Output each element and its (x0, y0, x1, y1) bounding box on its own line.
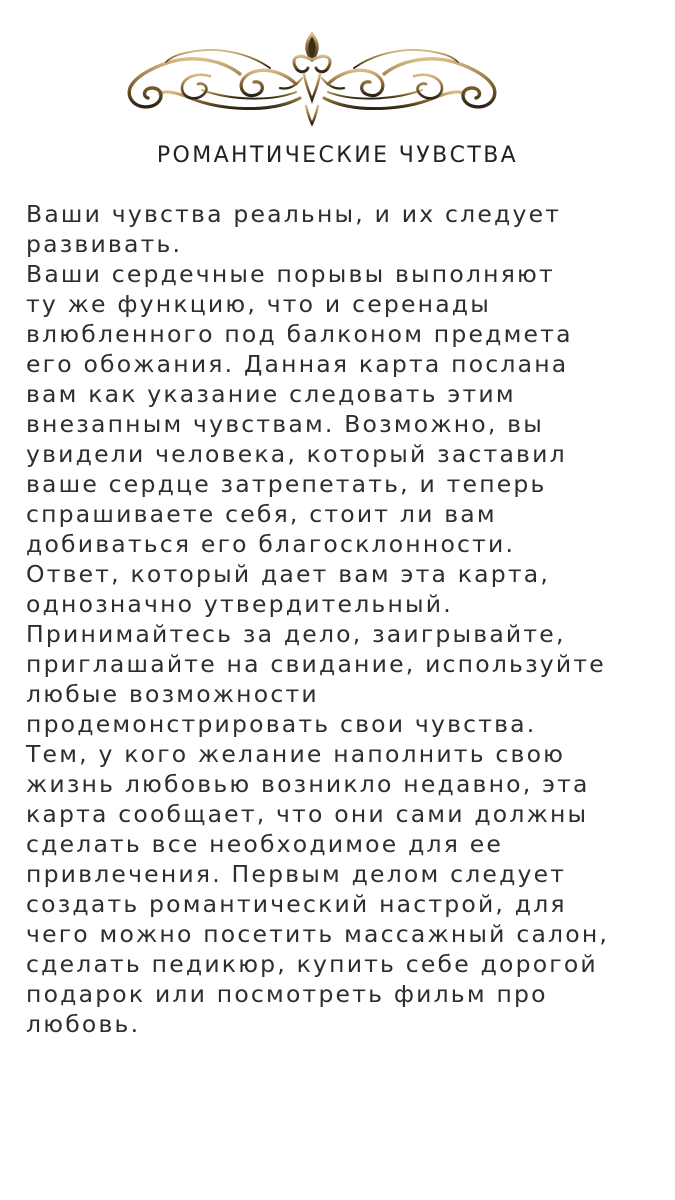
body-text-line: продемонстрировать свои чувства. (26, 710, 537, 738)
body-text-line: спрашиваете себя, стоит ли вам (26, 500, 497, 528)
body-text-line: приглашайте на свидание, используйте (26, 650, 606, 678)
body-text-line: развивать. (26, 230, 183, 258)
body-text-line: вам как указание следовать этим (26, 380, 516, 408)
flourish-ornament-icon (120, 28, 505, 128)
body-text-line: создать романтический настрой, для (26, 890, 567, 918)
body-text-line: подарок или посмотреть фильм про (26, 980, 548, 1008)
body-text-line: карта сообщает, что они сами должны (26, 800, 589, 828)
body-text-line: любовь. (26, 1010, 141, 1038)
body-text-line: Ваши сердечные порывы выполняют (26, 260, 555, 288)
body-text (26, 199, 666, 1039)
body-text-line: Тем, у кого желание наполнить свою (26, 740, 566, 768)
body-text-line: ваше сердце затрепетать, и теперь (26, 470, 547, 498)
body-text-line: любые возможности (26, 680, 319, 708)
body-text-line: Принимайтесь за дело, заигрывайте, (26, 620, 566, 648)
body-text-line: жизнь любовью возникло недавно, эта (26, 770, 590, 798)
body-text-line: Ваши чувства реальны, и их следует (26, 200, 562, 228)
body-text-line: внезапным чувствам. Возможно, вы (26, 410, 544, 438)
body-text-line: сделать все необходимое для ее (26, 830, 504, 858)
body-text-line: чего можно посетить массажный салон, (26, 920, 610, 948)
body-text-line: Ответ, который дает вам эта карта, (26, 560, 551, 588)
body-text-line: ту же функцию, что и серенады (26, 290, 491, 318)
body-text-line: увидели человека, который заставил (26, 440, 567, 468)
body-text-line: влюбленного под балконом предмета (26, 320, 573, 348)
body-text-line: добиваться его благосклонности. (26, 530, 516, 558)
body-text-line: сделать педикюр, купить себе дорогой (26, 950, 598, 978)
page-title: РОМАНТИЧЕСКИЕ ЧУВСТВА (156, 143, 519, 168)
body-text-line: однозначно утвердительный. (26, 590, 453, 618)
body-text-line: привлечения. Первым делом следует (26, 860, 567, 888)
body-text-line: его обожания. Данная карта послана (26, 350, 569, 378)
